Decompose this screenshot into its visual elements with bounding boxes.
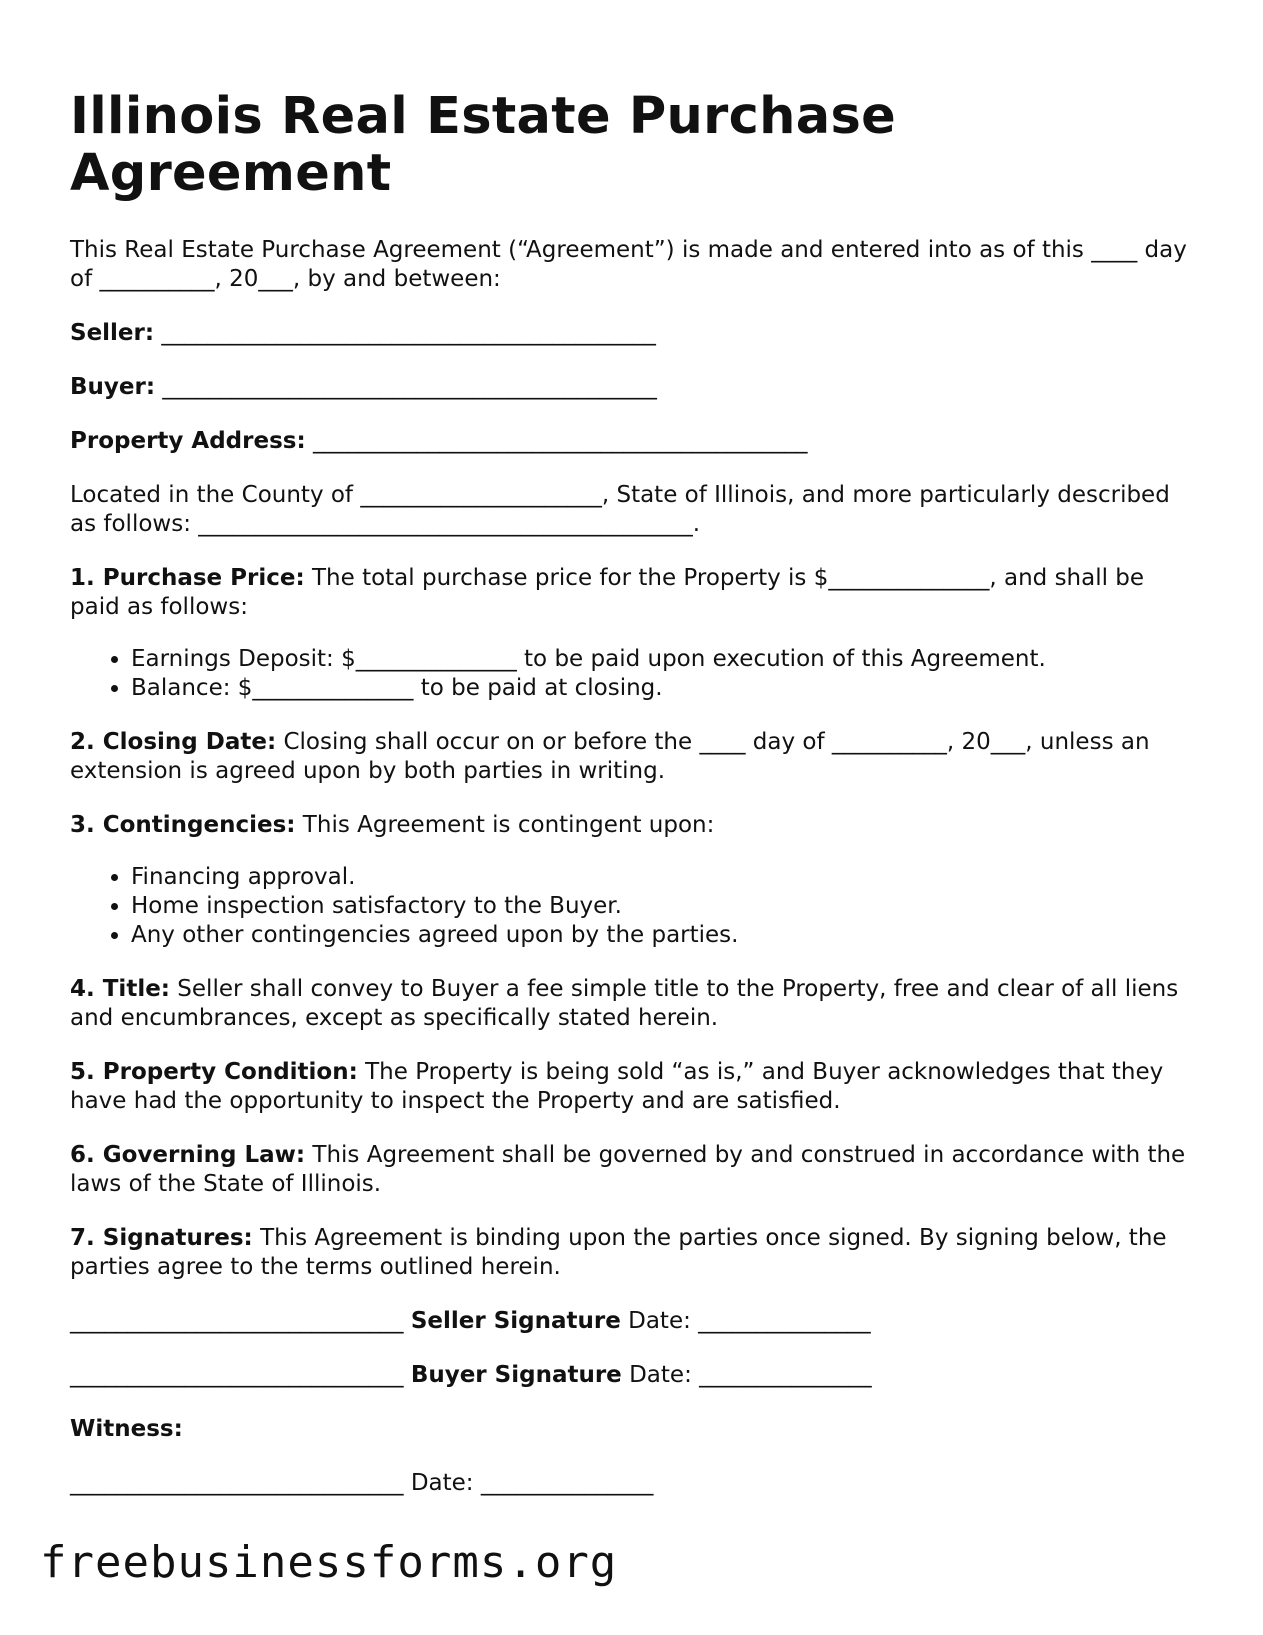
property-address-field (70, 427, 1200, 456)
section-contingencies (70, 811, 1200, 840)
signature-date: Date: _______________ (410, 1470, 654, 1496)
section-text: The Property is being sold “as is,” and Buyer acknowledges that they have had the opportunity to inspect the Property and are satisfied. (70, 1059, 1164, 1114)
purchase-price-list (70, 645, 1200, 703)
witness-signature-line (70, 1469, 1200, 1498)
contingencies-list (70, 863, 1200, 950)
list-item: • Any other contingencies agreed upon by the parties. (131, 921, 1200, 950)
seller-field (70, 319, 1200, 348)
buyer-label: Buyer: (70, 374, 156, 400)
buyer-signature-line (70, 1361, 1200, 1390)
intro-paragraph: This Real Estate Purchase Agreement (“Agreement”) is made and entered into as of this ____ day of __________, 20___, by and between: (70, 237, 1187, 292)
section-heading: 2. Closing Date: (70, 729, 277, 755)
witness-heading: Witness: (70, 1416, 183, 1442)
signature-blank: _____________________________ (70, 1362, 411, 1388)
section-text: Closing shall occur on or before the ____ day of __________, 20___, unless an extension is agreed upon by both parties in writing. (70, 729, 1150, 784)
section-text: This Agreement shall be governed by and construed in accordance with the laws of the State of Illinois. (70, 1142, 1186, 1197)
seller-blank: ___________________________________________ (154, 320, 656, 346)
list-item: • Financing approval. (131, 863, 1200, 892)
list-item: • Earnings Deposit: $______________ to be paid upon execution of this Agreement. (131, 645, 1200, 674)
seller-signature-line (70, 1307, 1200, 1336)
section-heading: 3. Contingencies: (70, 812, 296, 838)
list-item: • Balance: $______________ to be paid at closing. (131, 674, 1200, 703)
section-purchase-price (70, 564, 1200, 622)
buyer-blank: ___________________________________________ (155, 374, 657, 400)
section-signatures (70, 1224, 1200, 1282)
signature-blank: _____________________________ (70, 1308, 411, 1334)
section-heading: 4. Title: (70, 976, 170, 1002)
list-item: • Home inspection satisfactory to the Buyer. (131, 892, 1200, 921)
document-page (70, 88, 1200, 1523)
section-property-condition (70, 1058, 1200, 1116)
document-title: Illinois Real Estate Purchase Agreement (70, 87, 897, 203)
buyer-field (70, 373, 1200, 402)
section-heading: 1. Purchase Price: (70, 565, 305, 591)
section-text: The total purchase price for the Property is $______________, and shall be paid as follows: (70, 565, 1145, 620)
property-address-blank: ___________________________________________ (305, 428, 808, 454)
buyer-signature-label: Buyer Signature (410, 1362, 622, 1388)
witness-label (70, 1415, 1200, 1444)
section-governing-law (70, 1141, 1200, 1199)
section-heading: 6. Governing Law: (70, 1142, 306, 1168)
section-closing-date (70, 728, 1200, 786)
signature-blank: _____________________________ (70, 1470, 411, 1496)
seller-label: Seller: (70, 320, 155, 346)
section-text: Seller shall convey to Buyer a fee simple title to the Property, free and clear of all liens and encumbrances, except as specifically stated herein. (70, 976, 1179, 1031)
section-title (70, 975, 1200, 1033)
section-heading: 7. Signatures: (70, 1225, 253, 1251)
seller-signature-label: Seller Signature (410, 1308, 621, 1334)
watermark: freebusinessforms.org (40, 1537, 618, 1588)
signature-date: Date: _______________ (620, 1308, 871, 1334)
section-text: This Agreement is binding upon the parties once signed. By signing below, the parties agree to the terms outlined herein. (70, 1225, 1167, 1280)
location-paragraph: Located in the County of _____________________, State of Illinois, and more particularly described as follows: ___________________________________________. (70, 482, 1170, 537)
section-heading: 5. Property Condition: (70, 1059, 358, 1085)
property-address-label: Property Address: (70, 428, 306, 454)
section-text: This Agreement is contingent upon: (295, 812, 715, 838)
signature-date: Date: _______________ (621, 1362, 872, 1388)
